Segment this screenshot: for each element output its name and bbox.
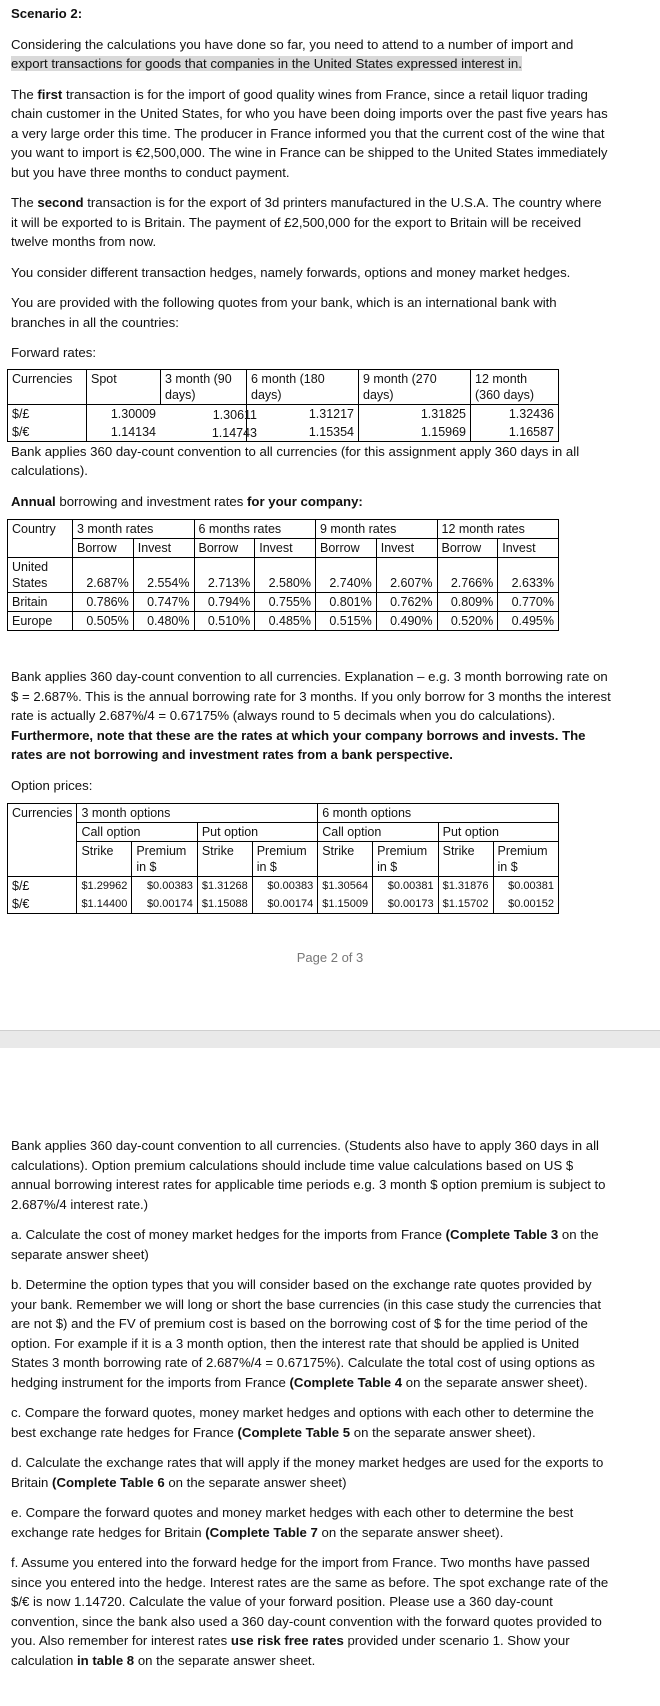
intro-line-1: Considering the calculations you have done so far, you need to attend to a number of import and bbox=[11, 36, 574, 52]
table-subheader-row: Borrow Invest Borrow Invest Borrow Invest Borrow Invest bbox=[8, 539, 559, 558]
question-e: e. Compare the forward quotes and money market hedges with each other to determine the best exchange rate hedges for Britain (Complete Table 7 on the separate answer sheet). bbox=[11, 1505, 574, 1540]
table-header-row: Country 3 month rates 6 months rates 9 month rates 12 month rates bbox=[8, 520, 559, 539]
page-1-content bbox=[11, 4, 611, 914]
table-row: $/£ 1.30009 1.31217 1.31825 1.32436 bbox=[8, 404, 559, 423]
question-b: b. Determine the option types that you will consider based on the exchange rate quotes provided by your bank. Remember we will long or short the base currencies (in this case study the currencies that are not $) and the FV of premium cost is based on the borrowing cost of $ for the time period of the option. For example if it is a 3 month option, then the interest rate that should be applied is United States 3 month borrowing rate of 2.687%/4 = 0.67175%). Calculate the total cost of using options as hedging instrument for the imports from France (Complete Table 4 on the separate answer sheet). bbox=[11, 1277, 602, 1390]
option-premium-paragraph: Bank applies 360 day-count convention to all currencies. (Students also have to apply 360 days in all calculations). Option premium calculations should include time value calculations based on US $ annual borrowing interest rates for applicable time periods e.g. 3 month $ option premium is subject to 2.687%/4 interest rate.) bbox=[11, 1138, 606, 1212]
question-c: c. Compare the forward quotes, money market hedges and options with each other to determine the best exchange rate hedges for France (Complete Table 5 on the separate answer sheet). bbox=[11, 1405, 594, 1440]
option-prices-label: Option prices: bbox=[11, 777, 93, 793]
table-row: Europe 0.505% 0.480% 0.510% 0.485% 0.515% 0.490% 0.520% 0.495% bbox=[8, 612, 559, 631]
table-row: Britain 0.786% 0.747% 0.794% 0.755% 0.801% 0.762% 0.809% 0.770% bbox=[8, 593, 559, 612]
page-separator bbox=[0, 1030, 660, 1049]
forward-rates-label: Forward rates: bbox=[11, 345, 97, 360]
question-d: d. Calculate the exchange rates that will apply if the money market hedges are used for the exports to Britain (Complete Table 6 on the separate answer sheet) bbox=[11, 1455, 604, 1490]
daycount-paragraph: Bank applies 360 day-count convention to all currencies (for this assignment apply 360 days in all calculations). bbox=[11, 443, 580, 478]
scenario-heading: Scenario 2: bbox=[11, 6, 83, 21]
explanation-paragraph: Bank applies 360 day-count convention to all currencies. Explanation – e.g. 3 month borrowing rate on $ = 2.687%. This is the annual borrowing rate for 3 months. If you only borrow for 3 months the interest rate is actually 2.687%/4 = 0.67175% (always round to 5 decimals when you do calculations). Furthermore, note that these are the rates at which your company borrows and invests. The rates are not borrowing and investment rates from a bank perspective. bbox=[11, 669, 611, 762]
intro-line-2-highlighted: export transactions for goods that companies in the United States expressed interest in. bbox=[11, 56, 522, 71]
annual-rates-label: Annual borrowing and investment rates for your company: bbox=[11, 493, 363, 509]
second-transaction-paragraph: The second transaction is for the export of 3d printers manufactured in the U.S.A. The country where it will be exported to is Britain. The payment of £2,500,000 for the export to Britain will be received twelve months from now. bbox=[11, 195, 602, 249]
question-a: a. Calculate the cost of money market hedges for the imports from France (Complete Table 3 on the separate answer sheet) bbox=[11, 1227, 599, 1262]
forward-3m-values: 1.30611 1.14743 bbox=[211, 407, 257, 440]
table-row: $/£ $1.29962 $0.00383 $1.31268 $0.00383 $1.30564 $0.00381 $1.31876 $0.00381 bbox=[8, 877, 559, 896]
hedges-paragraph: You consider different transaction hedges, namely forwards, options and money market hedges. bbox=[11, 264, 571, 280]
table-header-row: Currencies Spot 3 month (90 days) 6 month (180 days) 9 month (270 days) 12 month (360 days) bbox=[8, 369, 559, 404]
table-header-row: Currencies 3 month options 6 month options bbox=[8, 804, 559, 823]
first-transaction-paragraph: The first transaction is for the import of good quality wines from France, since a retail liquor trading chain customer in the United States, for who you have been doing imports over the past five years has a very large order this time. The producer in France informed you that the current cost of the wine that you want to import is €2,500,000. The wine in France can be shipped to the United States immediately but you have three months to conduct payment. bbox=[11, 86, 608, 180]
page-footer: Page 2 of 3 bbox=[296, 950, 364, 965]
table-row: $/€ 1.14134 1.15354 1.15969 1.16587 bbox=[8, 423, 559, 442]
document-page-2 bbox=[0, 1048, 660, 1706]
quotes-paragraph: You are provided with the following quotes from your bank, which is an international bank with branches in all the countries: bbox=[11, 295, 557, 330]
page-2-content bbox=[11, 1136, 611, 1681]
forward-rates-table bbox=[7, 369, 559, 442]
table-row: $/€ $1.14400 $0.00174 $1.15088 $0.00174 $1.15009 $0.00173 $1.15702 $0.00152 bbox=[8, 895, 559, 914]
borrowing-rates-table bbox=[7, 519, 559, 631]
intro-paragraph bbox=[11, 35, 611, 74]
option-prices-table: Currencies 3 month options 6 month options Call option Put option Call option Put option Strike Premium in $ Strike Premium in $ Strike Premium in $ Strike Premium in $ $/£ $1.29962 $0.00383 $1.31268 $0.00383 $1.30564 $0.00381 $1.31876 $0.00381 $/€ $1.14400 $0.00174 $1.15088 $0.00174 $1.15009 $0.00173 $1.15702 $0.00152 bbox=[7, 803, 559, 914]
question-f: f. Assume you entered into the forward hedge for the import from France. Two months have passed since you entered into the hedge. Interest rates are the same as before. The spot exchange rate of the $/€ is now 1.14720. Calculate the value of your forward position. Please use a 360 day-count convention, since the bank also used a 360 day-count convention with the forward quotes provided to you. Also remember for interest rates use risk free rates provided under scenario 1. Show your calculation in table 8 on the separate answer sheet. bbox=[11, 1555, 609, 1668]
table-row: United States 2.687% 2.554% 2.713% 2.580% 2.740% 2.607% 2.766% 2.633% bbox=[8, 558, 559, 593]
